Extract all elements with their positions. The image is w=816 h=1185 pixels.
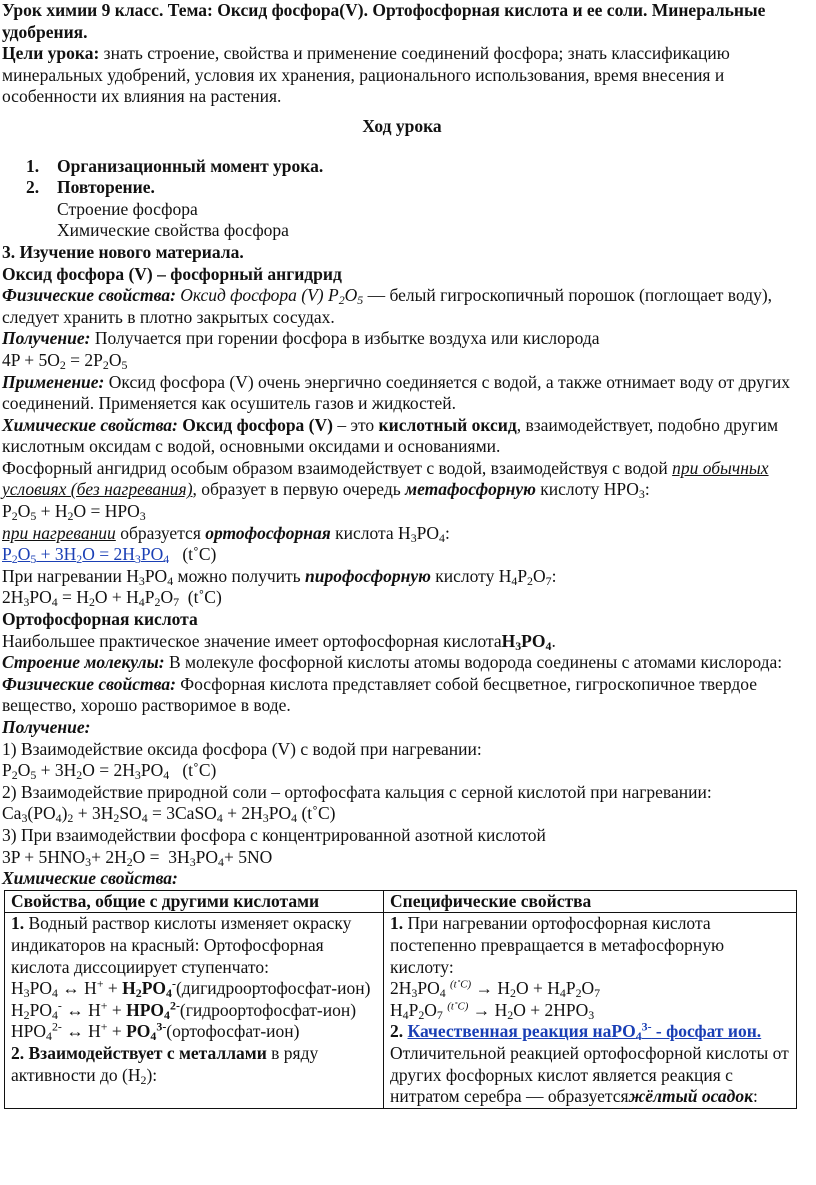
oxide-chemical-bold-1: Оксид фосфора (V) — [177, 414, 333, 435]
cell-common-properties — [5, 913, 384, 1108]
oxide-chemical-text-2: , взаимодействует, подобно другим кислотным оксидам с водой, основными оксидами и основаниями. — [2, 414, 779, 457]
ortho-physical-label: Физические свойства: — [2, 673, 176, 694]
common-prop-2: 2. Взаимодействует с металлами в ряду активности до $(Н_2)$: — [11, 1042, 319, 1087]
common-prop-1 — [11, 913, 377, 978]
goals-label: Цели урока: — [2, 43, 100, 64]
ortho-physical-text: Фосфорная кислота представляет собой бесцветное, гигроскопичное твердое вещество, хорошо растворимое в воде. — [2, 673, 757, 716]
equation-meta-heat: $2H_3PO_4$ $^{(t˚C)} \to H_2O + H_4P_2O_7$ — [390, 978, 601, 1001]
qualitative-reaction-link[interactable]: Качественная реакция наPO$_4^{3-}$ - фосфат ион. — [407, 1019, 762, 1044]
heating-ortho: ортофосфорная — [205, 522, 331, 543]
oxide-physical-text: — белый гигроскопичный порошок (поглощает воду), следует хранить в плотно закрытых сосудах. — [2, 285, 773, 327]
ortho-physical — [2, 674, 802, 717]
ortho-chemical-label: Химические свойства: — [2, 868, 178, 889]
dissociation-3: $HPO_4^{2-}$ ↔ $H^+ + PO_4^{3-}(ортофосфат-ион)$ — [11, 1019, 300, 1044]
temp-label-3: (t˚C) — [182, 760, 217, 781]
equation-combustion: $4P + 5O_2 = 2P_2O_5$ — [2, 349, 128, 372]
goals-text: знать строение, свойства и применение соединений фосфора; знать классификацию минеральных удобрений, условия их хранения, рационального использования, время внесения и особенности их влияния на растения. — [2, 43, 730, 107]
specific-prop-1 — [390, 913, 790, 978]
step-2-sub-1: Строение фосфора — [57, 198, 198, 219]
common-prop-1-text: Водный раствор кислоты изменяет окраску индикаторов на красный: Ортофосфорная кислота диссоциирует ступенчато: — [11, 913, 352, 977]
step-1-number: 1. — [26, 155, 40, 176]
oxide-physical-italic: Оксид фосфора (V) Р — [175, 285, 339, 306]
step-1 — [2, 156, 802, 178]
anhydride-underlined: при обычных условиях (без нагревания) — [2, 457, 769, 500]
oxide-production — [2, 328, 802, 350]
temp-label-1: (t˚C) — [182, 544, 217, 565]
specific-prop-2 — [390, 1021, 790, 1043]
oxide-chemical-text-1: – это — [332, 414, 379, 435]
course-heading: Ход урока — [362, 115, 442, 136]
oxide-chemical — [2, 415, 802, 458]
pyro-text-2: можно получить — [173, 565, 306, 586]
anhydride-meta: метафосфорную — [405, 479, 536, 500]
yellow-precipitate: жёлтый осадок — [628, 1086, 753, 1107]
ortho-structure-text: В молекуле фосфорной кислоты атомы водорода соединены с атомами кислорода: — [164, 652, 783, 673]
oxide-physical: Физические свойства: Оксид фосфора (V) $Р_2O_5$ — белый гигроскопичный порошок (поглощает воду), следует хранить в плотно закрытых сосудах. — [2, 285, 773, 327]
temp-label-2: (t˚C) — [187, 587, 222, 608]
dissociation-1: $H_3PO_4$ ↔ $H^+ + H_2PO_4^-(дигидроортофосфат-ион)$ — [11, 976, 371, 1001]
heating-underlined: при нагревании — [2, 522, 116, 543]
step-2-label: Повторение. — [57, 177, 155, 198]
column-header-common: Свойства, общие с другими кислотами — [5, 890, 384, 913]
oxide-application-label: Применение: — [2, 371, 105, 392]
column-header-specific: Специфические свойства — [384, 890, 797, 913]
specific-prop-3 — [390, 1043, 790, 1108]
equation-pyro: $2H_3PO_4 = H_2O + H_4P_2O_7$ (t˚C) — [2, 587, 222, 610]
specific-prop-3-end: : — [752, 1086, 758, 1107]
anhydride-text-1: Фосфорный ангидрид особым образом взаимодействует с водой, взаимодействуя с водой — [2, 457, 673, 478]
dissociation-2: $H_2PO_4^-$ ↔ $H^+ + HPO_4^{2-}(гидроортофосфат-ион)$ — [11, 998, 357, 1022]
section-3-heading: 3. Изучение нового материала. — [2, 241, 244, 262]
equation-pyro-heat: $H_4P_2O_7$ $^{(t˚C)} \to H_2O + 2HPO_3$ — [390, 999, 595, 1022]
common-prop-2-bold: Взаимодействует с металлами — [24, 1042, 267, 1063]
specific-prop-1-number: 1. — [390, 913, 404, 934]
qualitative-reaction-text: Качественная реакция на — [407, 1021, 612, 1042]
step-2 — [2, 177, 802, 199]
table-header-row — [5, 890, 797, 913]
common-prop-1-number: 1. — [11, 913, 25, 934]
specific-prop-3-text: Отличительной реакцией ортофосфорной кислоты от других фосфорных кислот является реакция с нитратом серебра — образуется — [390, 1042, 789, 1107]
common-prop-2-number: 2. — [11, 1042, 25, 1063]
lesson-title: Урок химии 9 класс. Тема: Оксид фосфора(V). Ортофосфорная кислота и ее соли. Минеральные удобрения. — [2, 0, 766, 42]
oxide-heading: Оксид фосфора (V) – фосфорный ангидрид — [2, 263, 342, 284]
pyro-paragraph: При нагревании $Н_3PO_4$ можно получить пирофосфорную кислоту $Н_4P_2O_7$: — [2, 565, 557, 588]
pyro-text-3: кислоту Н — [430, 565, 512, 586]
ortho-structure — [2, 652, 802, 674]
lesson-goals — [2, 43, 802, 108]
ortho-intro-text: Наибольшее практическое значение имеет ортофосфорная кислота — [2, 630, 502, 651]
dissociation-2-label: (гидроортофосфат-ион) — [179, 999, 357, 1020]
temp-label-4: (t˚C) — [301, 803, 336, 824]
dissociation-3-label: (ортофосфат-ион) — [166, 1021, 300, 1042]
method-3: 3) При взаимодействии фосфора с концентрированной азотной кислотой — [2, 824, 546, 845]
oxide-application — [2, 372, 802, 415]
ortho-production-label: Получение: — [2, 717, 91, 737]
specific-prop-2-number: 2. — [390, 1021, 404, 1042]
heating-paragraph: при нагревании образуется ортофосфорная кислота $Н_3PO_4$: — [2, 522, 450, 545]
equation-ortho — [2, 544, 802, 566]
oxide-production-text: Получается при горении фосфора в избытке воздуха или кислорода — [90, 328, 600, 349]
oxide-chemical-label: Химические свойства: — [2, 414, 178, 435]
step-2-number: 2. — [26, 177, 40, 198]
oxide-production-label: Получение: — [2, 328, 91, 349]
anhydride-text-2: , образует в первую очередь — [192, 479, 406, 500]
oxide-chemical-bold-2: кислотный оксид — [378, 414, 517, 435]
step-2-sub-2: Химические свойства фосфора — [57, 220, 289, 241]
properties-table — [4, 890, 797, 1109]
equation-method-3: $3P + 5HNO_3+ 2H_2O = 3H_3PO_4+ 5NO$ — [2, 846, 273, 869]
common-prop-2-text: в ряду активности до (Н — [11, 1042, 319, 1085]
equation-method-1: $P_2O_5 + 3H_2O = 2H_3PO_4$ (t˚C) — [2, 760, 217, 783]
anhydride-text-3: кислоту НРО — [535, 479, 639, 500]
equation-meta: $P_2O_5 + H_2O = HPO_3$ — [2, 501, 146, 524]
ortho-heading: Ортофосфорная кислота — [2, 609, 198, 630]
step-1-label: Организационный момент урока. — [57, 155, 324, 176]
oxide-application-text: Оксид фосфора (V) очень энергично соединяется с водой, а также отнимает воду от других соединений. Применяется как осушитель газов и жидкостей. — [2, 371, 791, 414]
method-2: 2) Взаимодействие природной соли – ортофосфата кальция с серной кислотой при нагревании: — [2, 781, 712, 802]
ortho-structure-label: Строение молекулы: — [2, 652, 165, 673]
lesson-steps — [2, 156, 802, 199]
method-1: 1) Взаимодействие оксида фосфора (V) с водой при нагревании: — [2, 738, 482, 759]
qualitative-reaction-end: - фосфат ион. — [651, 1021, 762, 1042]
specific-prop-1-text: При нагревании ортофосфорная кислота постепенно превращается в метафосфорную кислоту: — [390, 913, 725, 977]
cell-specific-properties — [384, 913, 797, 1108]
heating-text-2: кислота Н — [330, 522, 411, 543]
pyro-word: пирофосфорную — [305, 565, 431, 586]
equation-ortho-link[interactable]: $P_2O_5 + 3H_2O = 2H_3PO_4$ — [2, 544, 170, 567]
anhydride-paragraph: Фосфорный ангидрид особым образом взаимодействует с водой, взаимодействуя с водой при обычных условиях (без нагревания), образует в первую очередь метафосфорную кислоту $НРО_3$: — [2, 457, 769, 502]
oxide-physical-label: Физические свойства: — [2, 285, 176, 306]
pyro-text-1: При нагревании Н — [2, 565, 139, 586]
equation-method-2: $Ca_3(PO_4)_2 + 3H_2SO_4$ = 3CaSO$_4$ + $2H_3PO_4$ (t˚C) — [2, 803, 336, 826]
ortho-intro: Наибольшее практическое значение имеет ортофосфорная $кислотаH_3PO_4$. — [2, 630, 556, 653]
table-row — [5, 913, 797, 1108]
heating-text-1: образуется — [115, 522, 206, 543]
dissociation-1-label: (дигидроортофосфат-ион) — [175, 978, 371, 999]
